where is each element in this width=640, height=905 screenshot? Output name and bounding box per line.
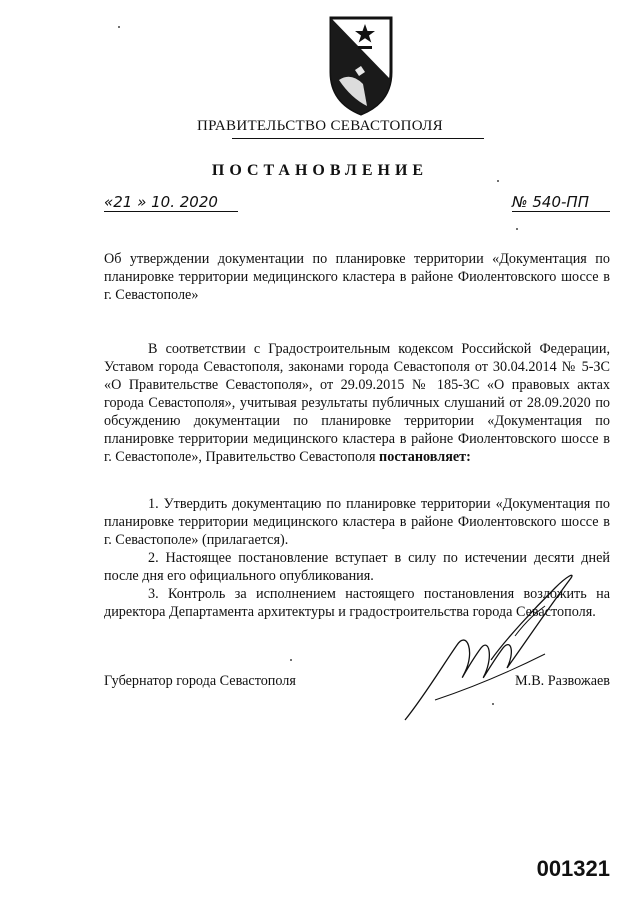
government-header: ПРАВИТЕЛЬСТВО СЕВАСТОПОЛЯ bbox=[197, 118, 443, 134]
preamble-text: В соответствии с Градостроительным кодексом Российской Федерации, Уставом города Севастополя, законами города Севастополя от 30.04.2014 № 5-ЗС «О Правительстве Севастополя», от 29.09.2015 № 185-ЗС «О правовых актах города Севастополя», учитывая результаты публичных слушаний от 28.09.2020 по обсуждению документации по планировке территории «Документация по планировке территории медицинского кластера в районе Фиолентовского шоссе в г. Севастополе», Правительство Севастополя bbox=[104, 341, 610, 465]
scan-speck bbox=[516, 228, 518, 230]
clause-1: 1. Утвердить документацию по планировке территории «Документация по планировке территории медицинского кластера в районе Фиолентовского шоссе в г. Севастополе» (прилагается). bbox=[104, 496, 610, 548]
signatory-name: М.В. Развожаев bbox=[515, 673, 610, 689]
resolves-keyword: постановляет: bbox=[379, 449, 471, 465]
header-divider bbox=[232, 138, 484, 139]
scan-speck bbox=[118, 26, 120, 28]
signatory-position: Губернатор города Севастополя bbox=[104, 673, 296, 689]
document-type-title: ПОСТАНОВЛЕНИЕ bbox=[211, 162, 429, 179]
resolution-title: Об утверждении документации по планировке территории «Документация по планировке территории медицинского кластера в районе Фиолентовского шоссе в г. Севастополе» bbox=[104, 251, 610, 303]
serial-number: 001321 bbox=[536, 856, 610, 881]
clause-3: 3. Контроль за исполнением настоящего постановления возложить на директора Департамента архитектуры и градостроительства города Севастополя. bbox=[104, 586, 610, 620]
scan-speck bbox=[492, 703, 494, 705]
preamble-paragraph bbox=[104, 340, 610, 466]
document-date: «21 » 10. 2020 bbox=[104, 193, 238, 212]
document-number: № 540-ПП bbox=[512, 193, 610, 212]
scan-speck bbox=[497, 180, 499, 182]
clause-2: 2. Настоящее постановление вступает в силу по истечении десяти дней после дня его официального опубликования. bbox=[104, 550, 610, 584]
handwritten-signature bbox=[395, 560, 585, 725]
scan-speck bbox=[290, 659, 292, 661]
coat-of-arms-emblem bbox=[325, 14, 397, 118]
